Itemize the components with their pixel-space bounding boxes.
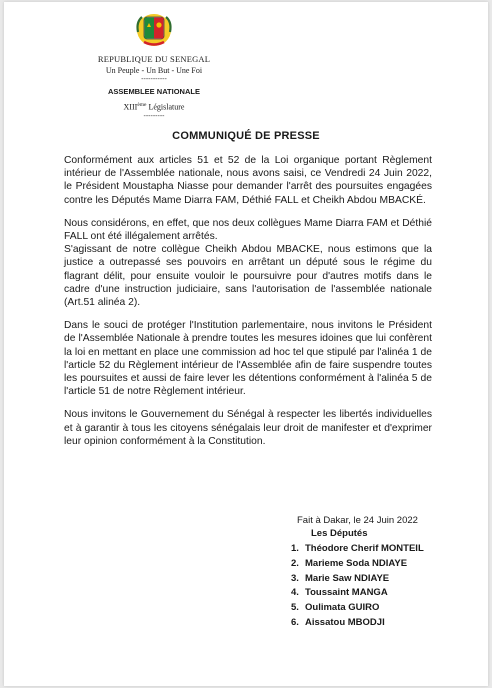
page-title: COMMUNIQUÉ DE PRESSE	[172, 130, 320, 142]
letterhead	[44, 12, 264, 121]
list-number: 2.	[291, 557, 299, 569]
signatories-heading: Les Députés	[311, 528, 368, 539]
list-number: 1.	[291, 543, 299, 554]
deputy-name: Théodore Cherif MONTEIL	[305, 543, 424, 554]
list-item	[291, 586, 461, 601]
deputy-name: Aissatou MBODJI	[305, 616, 385, 628]
document-page	[4, 2, 488, 686]
republic-name: REPUBLIQUE DU SENEGAL	[97, 54, 211, 64]
deputy-name: Oulimata GUIRO	[305, 602, 380, 614]
deputy-name: Toussaint MANGA	[305, 587, 388, 599]
paragraph-3: Dans le souci de protéger l'Institution parlementaire, nous invitons le Président de l'Assemblée Nationale à prendre toutes les mesures idoines que lui confèrent la loi en mettant en place une commission ad hoc tel que stipulé par l'alinéa 1 de l'article 52 du Règlement intérieur de l'Assemblée afin de faire suspendre toutes les poursuites et aussi de faire lever les détentions conformément à l'alinéa 5 de l'article 51 de notre Règlement intérieur.	[64, 320, 432, 398]
divider: -----------	[141, 76, 167, 83]
legislature-number: XIII	[123, 102, 138, 112]
national-emblem-icon	[132, 12, 176, 48]
legislature-label: Législature	[146, 102, 185, 112]
divider: ---------	[143, 112, 165, 120]
list-item	[291, 601, 461, 616]
legislature	[44, 102, 264, 112]
list-item	[291, 572, 461, 587]
list-number: 3.	[291, 572, 299, 584]
paragraph-4: Nous invitons le Gouvernement du Sénégal à respecter les libertés individuelles et à garantir à tous les citoyens sénégalais leur droit de manifester et d'exprimer leur opinion conformément à la Constitution.	[64, 409, 432, 447]
deputy-name: Marie Saw NDIAYE	[305, 572, 390, 584]
list-item	[291, 557, 461, 572]
list-number: 4.	[291, 587, 299, 599]
list-number: 5.	[291, 602, 299, 614]
deputy-name: Marieme Soda NDIAYE	[305, 557, 408, 569]
list-number: 6.	[291, 616, 299, 628]
paragraph-2b: S'agissant de notre collègue Cheikh Abdou MBACKE, nous estimons que la justice a outrepassé ses pouvoirs en arrêtant un député sous le régime du flagrant délit, pour ensuite vouloir le poursuivre pour d'autres motifs dans le cadre d'une instruction judiciaire, sans l'autorisation de l'assemblée nationale (Art.51 alinéa 2).	[64, 244, 432, 309]
paragraph-2a: Nous considérons, en effet, que nos deux collègues Mame Diarra FAM et Déthié FALL ont été illégalement arrêtés.	[64, 217, 432, 243]
deputies-list	[291, 542, 461, 631]
list-item	[291, 616, 461, 631]
national-motto: Un Peuple - Un But - Une Foi	[105, 66, 203, 75]
place-date: Fait à Dakar, le 24 Juin 2022	[297, 515, 418, 526]
assembly-name: ASSEMBLEE NATIONALE	[108, 87, 200, 96]
signature-block	[291, 515, 461, 631]
legislature-ordinal: ème	[137, 102, 147, 108]
press-release-body	[64, 154, 432, 458]
list-item	[291, 542, 461, 557]
paragraph-1: Conformément aux articles 51 et 52 de la Loi organique portant Règlement intérieur de l'Assemblée nationale, nous avons saisi, ce Vendredi 24 Juin 2022, le Président Moustapha Niasse pour demander l'arrêt des poursuites engagées contre les Députés Mame Diarra FAM, Déthié FALL et Cheikh Abdou MBACKÉ.	[64, 155, 432, 206]
